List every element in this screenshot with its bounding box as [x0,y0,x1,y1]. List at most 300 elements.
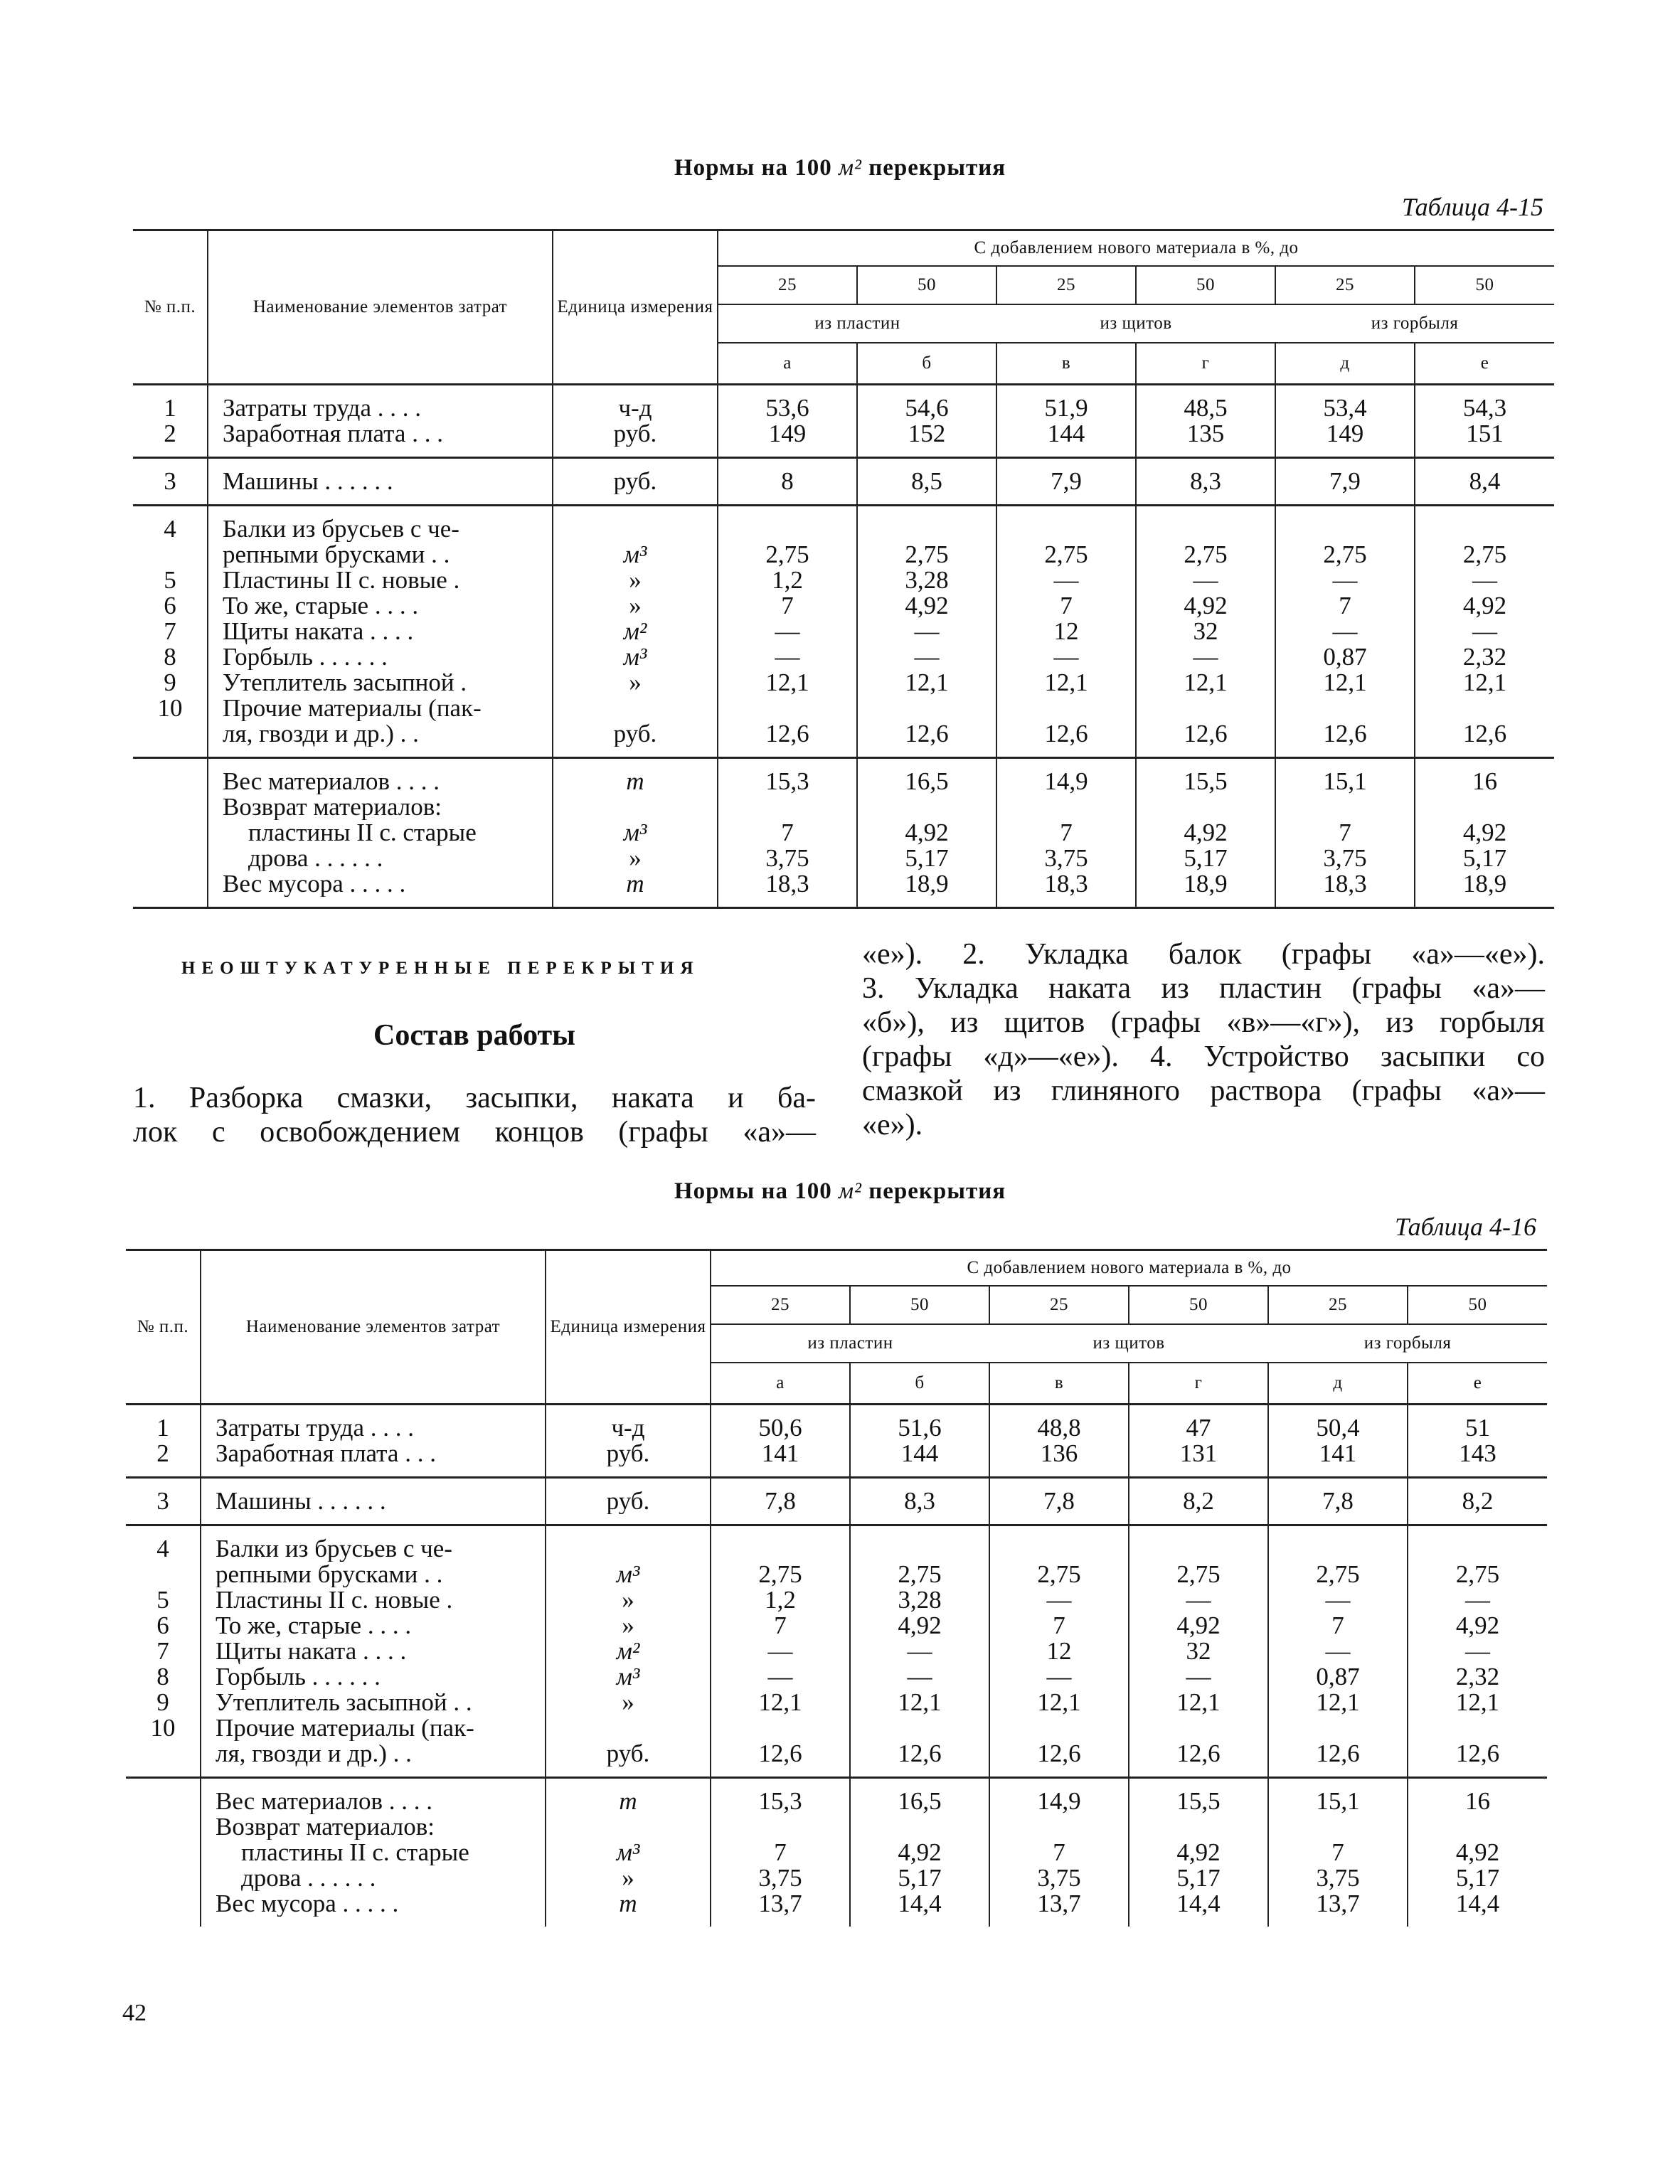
page-number: 42 [122,2000,147,2026]
norm-value: 2,75 [898,1562,942,1587]
norm-value: 53,4 [1323,395,1367,421]
row-units [553,758,718,908]
row-number: 1 [156,1415,169,1441]
unit-value: т [626,871,644,897]
header-column-letter: б [857,343,996,385]
norm-value: 14,9 [1044,769,1088,794]
norm-value: — [907,1664,932,1690]
cost-element-name: репными брусками . . [216,1562,443,1587]
norm-value: 149 [1326,421,1364,447]
work-description-left [133,1081,816,1149]
norm-value: 8,3 [1190,469,1221,494]
norm-value: 144 [900,1441,939,1466]
header-percent: 50 [857,266,996,304]
header-column-letter: г [1129,1363,1268,1405]
norm-value [851,1715,989,1741]
header-percent: 25 [1275,266,1415,304]
norm-value: 4,92 [1462,820,1507,846]
unit-value: т [619,1891,637,1917]
norm-value: — [1053,644,1079,670]
value-column-е [1408,1778,1547,1927]
norm-value [851,1814,989,1840]
norm-value: 8 [781,469,794,494]
row-number: 9 [156,1690,169,1715]
row-units [546,1525,711,1778]
norm-value: — [1325,1639,1351,1664]
row-number: 7 [156,1639,169,1664]
table-row-group [133,385,1554,458]
norm-value: 4,92 [905,593,949,619]
value-column-б [857,758,996,908]
norm-value: 54,6 [905,395,949,421]
cost-element-name: ля, гвозди и др.) . . [216,1741,412,1767]
value-column-в [989,1778,1129,1927]
section-subheading: Состав работы [373,1019,575,1052]
value-column-в [996,458,1136,506]
norm-value: 2,75 [1323,542,1367,568]
cost-element-name: Вес мусора . . . . . [223,871,406,897]
value-column-г [1136,758,1275,908]
norm-value: 2,75 [758,1562,802,1587]
norm-value: 4,92 [1176,1613,1221,1639]
row-names [208,506,553,758]
cost-element-name: Щиты наката . . . . [223,619,414,644]
norm-value: 51 [1465,1415,1491,1441]
norm-value: 2,75 [1184,542,1228,568]
norm-value: 15,3 [765,769,809,794]
norm-value: — [1332,568,1358,593]
unit-value: т [626,769,644,794]
row-numbers [133,385,208,458]
norm-value: 13,7 [1316,1891,1360,1917]
value-column-а [718,758,857,908]
cost-element-name: Машины . . . . . . [216,1488,386,1514]
norm-value: — [775,619,800,644]
value-column-а [711,1478,850,1525]
unit-value [546,1715,710,1741]
cost-element-name: То же, старые . . . . [223,593,419,619]
norm-value: 48,8 [1037,1415,1081,1441]
paragraph-line: «е»). 2. Укладка балок (графы «а»—«е»). [862,938,1545,971]
norm-value: 7 [1331,1840,1344,1865]
table-row-group [133,458,1554,506]
value-column-д [1268,1778,1408,1927]
value-column-а [711,1525,850,1778]
norm-value: 2,75 [1316,1562,1360,1587]
cost-element-name: Балки из брусьев с че- [216,1536,452,1562]
norm-value: — [914,619,940,644]
norm-value: 7,8 [1322,1488,1354,1514]
norm-value: 131 [1179,1441,1218,1466]
norm-value [1269,1814,1407,1840]
header-no: № п.п. [144,297,196,316]
unit-value: руб. [606,1741,650,1767]
norm-value: 12,1 [905,670,949,696]
row-numbers [126,1778,201,1927]
norm-value: 4,92 [905,820,949,846]
value-column-б [850,1478,989,1525]
value-column-д [1275,506,1415,758]
norm-value: 8,3 [904,1488,935,1514]
norm-value: 3,75 [1316,1865,1360,1891]
row-names [201,1478,546,1525]
cost-element-name: репными брусками . . [223,542,450,568]
paragraph-line: «е»). [862,1109,923,1141]
paragraph-line: 3. Укладка наката из пластин (графы «а»— [862,972,1545,1005]
norm-value: — [1193,568,1218,593]
norm-value: 51,6 [898,1415,942,1441]
row-number: 10 [157,696,183,721]
norm-value: 12 [1053,619,1079,644]
row-numbers [126,1478,201,1525]
norm-value: 2,75 [765,542,809,568]
row-names [201,1525,546,1778]
paragraph-line: лок с освобождением концов (графы «а»— [133,1116,816,1149]
norm-value: 12,6 [898,1741,942,1767]
value-column-г [1136,385,1275,458]
norm-value: 3,28 [898,1587,942,1613]
norm-value [711,1536,849,1562]
table2-title: Нормы на 100 м² перекрытия [674,1178,1006,1204]
table-row-group [126,1478,1547,1525]
table-row-group [126,1778,1547,1927]
unit-value: » [622,1690,634,1715]
norm-value: 3,28 [905,568,949,593]
norm-value [858,516,996,542]
norm-value: 12,1 [1455,1690,1500,1715]
header-column-letter: е [1473,1373,1482,1392]
norm-value: 7 [1053,1613,1065,1639]
row-number: 9 [164,670,176,696]
cost-element-name: Заработная плата . . . [216,1441,436,1466]
cost-element-name: Пластины II с. новые . [216,1587,453,1613]
value-column-а [711,1405,850,1478]
paragraph-line: «б»), из щитов (графы «в»—«г»), из горбыля [862,1006,1545,1039]
norm-value: 2,75 [1037,1562,1081,1587]
unit-value: руб. [613,721,657,747]
norm-value: 15,5 [1184,769,1228,794]
cost-element-name: ля, гвозди и др.) . . [223,721,419,747]
unit-value: м² [623,619,647,644]
row-number [133,721,207,747]
header-material: из пластин [718,304,996,343]
norm-value: 18,9 [1184,871,1228,897]
norm-value: 12,1 [1044,670,1088,696]
norm-value: 7,8 [765,1488,796,1514]
norm-value: 54,3 [1462,395,1507,421]
header-unit: Единица измерения [546,1250,711,1405]
value-column-в [996,506,1136,758]
cost-element-name: Пластины II с. новые . [223,568,460,593]
norm-value: 2,32 [1455,1664,1500,1690]
row-units [553,385,718,458]
unit-value: руб. [606,1488,650,1514]
work-description-right [862,937,1545,1142]
header-material: из горбыля [1268,1324,1547,1363]
row-units [553,506,718,758]
norm-value: 12,1 [1323,670,1367,696]
unit-value [546,1536,710,1562]
norm-value: 8,4 [1469,469,1501,494]
norm-value: 7 [1060,593,1073,619]
norm-value: — [1186,1587,1211,1613]
unit-value: » [622,1587,634,1613]
value-column-д [1268,1525,1408,1778]
norm-value: — [1186,1664,1211,1690]
norm-value: 14,9 [1037,1789,1081,1814]
header-no: № п.п. [137,1317,189,1336]
norm-value: 12,1 [1316,1690,1360,1715]
norm-value: 5,17 [1462,846,1507,871]
norm-value: 12,1 [1176,1690,1221,1715]
cost-element-name: Возврат материалов: [216,1814,435,1840]
row-number: 3 [156,1488,169,1514]
header-column-letter: в [996,343,1136,385]
cost-element-name: То же, старые . . . . [216,1613,412,1639]
norm-value [1408,1814,1547,1840]
value-column-б [857,458,996,506]
norm-value: — [1465,1639,1491,1664]
norm-value: — [1472,619,1498,644]
row-units [546,1778,711,1927]
norm-value [718,516,856,542]
norm-value [718,794,856,820]
norm-value: — [1325,1587,1351,1613]
cost-element-name: дрова . . . . . . [241,1865,376,1891]
norm-value [1415,794,1554,820]
norm-value: 2,75 [1044,542,1088,568]
norm-value [1415,696,1554,721]
row-number: 5 [156,1587,169,1613]
paragraph-line: смазкой из глиняного раствора (графы «а»— [862,1075,1545,1107]
norm-value: 3,75 [1323,846,1367,871]
table2-number: Таблица 4-16 [1394,1213,1536,1241]
norm-value: 4,92 [898,1613,942,1639]
norm-value [711,1715,849,1741]
row-units [553,458,718,506]
header-percent: 25 [996,266,1136,304]
norm-value: 12,1 [1184,670,1228,696]
row-number: 4 [164,516,176,542]
header-percent: 25 [1268,1286,1408,1324]
unit-value: м³ [616,1664,640,1690]
unit-value: » [622,1865,634,1891]
norm-value: 12,6 [1044,721,1088,747]
norm-value [1269,1715,1407,1741]
norm-value: 4,92 [1176,1840,1221,1865]
norm-value: 2,32 [1462,644,1507,670]
norm-value: 12,6 [1462,721,1507,747]
row-number: 4 [156,1536,169,1562]
value-column-д [1275,758,1415,908]
norm-value: — [1472,568,1498,593]
norm-value: 4,92 [1462,593,1507,619]
cost-element-name: Заработная плата . . . [223,421,443,447]
row-numbers [133,758,208,908]
norm-value: 16 [1465,1789,1491,1814]
value-column-в [996,758,1136,908]
cost-element-name: Прочие материалы (пак- [223,696,482,721]
value-column-в [989,1405,1129,1478]
row-number: 8 [164,644,176,670]
value-column-е [1408,1525,1547,1778]
value-column-г [1129,1778,1268,1927]
norm-value: 12,6 [1184,721,1228,747]
norm-value: 2,75 [905,542,949,568]
norm-value: 8,5 [911,469,942,494]
norm-value: 1,2 [765,1587,796,1613]
norm-value: 15,5 [1176,1789,1221,1814]
norm-value [1137,696,1275,721]
unit-value: руб. [606,1441,650,1466]
value-column-е [1408,1478,1547,1525]
row-number [126,1562,200,1587]
header-material: из щитов [996,304,1275,343]
header-group: С добавлением нового материала в %, до [718,230,1554,267]
norm-value: 136 [1040,1441,1078,1466]
norm-value: 3,75 [758,1865,802,1891]
cost-element-name: пластины II с. старые [248,820,477,846]
value-column-г [1136,506,1275,758]
norm-value: 2,75 [1462,542,1507,568]
cost-element-name: Машины . . . . . . [223,469,393,494]
norm-value [1137,794,1275,820]
norm-value [858,696,996,721]
header-percent: 50 [850,1286,989,1324]
unit-value: м³ [616,1840,640,1865]
unit-value [553,794,717,820]
row-names [208,458,553,506]
value-column-д [1275,385,1415,458]
norm-value: 14,4 [1455,1891,1500,1917]
norm-value [1276,696,1414,721]
norm-value: 7,8 [1043,1488,1075,1514]
norm-value: 7,9 [1051,469,1082,494]
norm-value: 7 [1060,820,1073,846]
norm-value [1269,1536,1407,1562]
value-column-г [1129,1478,1268,1525]
header-percent: 50 [1408,1286,1547,1324]
header-group: С добавлением нового материала в %, до [711,1250,1547,1287]
norm-value: 12,6 [905,721,949,747]
norm-value: 12,1 [1462,670,1507,696]
cost-element-name: Вес материалов . . . . [223,769,440,794]
row-names [201,1405,546,1478]
header-percent: 25 [989,1286,1129,1324]
norm-value: 14,4 [898,1891,942,1917]
row-number: 3 [164,469,176,494]
value-column-б [850,1525,989,1778]
norm-value: 18,9 [905,871,949,897]
value-column-г [1129,1525,1268,1778]
value-column-б [850,1778,989,1927]
norm-value: — [767,1664,793,1690]
value-column-б [857,506,996,758]
norm-value: 3,75 [1037,1865,1081,1891]
cost-element-name: Затраты труда . . . . [216,1415,414,1441]
value-column-в [989,1525,1129,1778]
norm-value: 7 [1339,593,1351,619]
norm-value: 7 [1053,1840,1065,1865]
norm-value: 144 [1047,421,1085,447]
header-column-letter: в [989,1363,1129,1405]
norm-value: 12,1 [1037,1690,1081,1715]
row-names [201,1778,546,1927]
unit-value: ч-д [618,395,652,421]
value-column-б [857,385,996,458]
norm-value: 12,6 [1037,1741,1081,1767]
norm-value: 32 [1186,1639,1211,1664]
norm-value: 0,87 [1323,644,1367,670]
row-number: 6 [156,1613,169,1639]
cost-element-name: Горбыль . . . . . . [223,644,388,670]
row-names [208,758,553,908]
norm-value: 152 [908,421,946,447]
norm-value: — [1332,619,1358,644]
cost-element-name: дрова . . . . . . [248,846,383,871]
norm-value [1276,794,1414,820]
table-row-group [126,1525,1547,1778]
row-names [208,385,553,458]
unit-value [546,1814,710,1840]
header-column-letter: а [718,343,857,385]
norm-value [1129,1715,1267,1741]
row-numbers [126,1525,201,1778]
norm-value: — [775,644,800,670]
norm-value [1408,1536,1547,1562]
norm-value: 4,92 [1455,1613,1500,1639]
norm-value: 7 [781,593,794,619]
norm-value: 5,17 [1455,1865,1500,1891]
row-numbers [126,1405,201,1478]
header-column-letter: б [850,1363,989,1405]
norm-value: 3,75 [1044,846,1088,871]
value-column-а [718,385,857,458]
cost-element-name: Балки из брусьев с че- [223,516,459,542]
norm-value: — [907,1639,932,1664]
header-name: Наименование элементов затрат [201,1250,546,1405]
value-column-д [1275,458,1415,506]
cost-element-name: Щиты наката . . . . [216,1639,407,1664]
norm-value: 5,17 [898,1865,942,1891]
norm-value [990,1715,1128,1741]
norm-value [990,1536,1128,1562]
norm-value: 12,6 [758,1741,802,1767]
norm-value: — [1046,1664,1072,1690]
unit-value: » [629,593,642,619]
value-column-г [1136,458,1275,506]
value-column-е [1415,458,1554,506]
table-row-group [133,758,1554,908]
value-column-в [989,1478,1129,1525]
row-number: 2 [156,1441,169,1466]
norm-value: 18,3 [1044,871,1088,897]
norm-value: 12,6 [1316,1741,1360,1767]
norm-value: 18,3 [765,871,809,897]
norm-value: 149 [768,421,807,447]
norm-value [997,696,1135,721]
row-number: 7 [164,619,176,644]
norm-value: 15,1 [1316,1789,1360,1814]
unit-value: м² [616,1639,640,1664]
header-percent: 25 [711,1286,850,1324]
norm-value: 143 [1459,1441,1496,1466]
norm-value: 4,92 [1184,820,1228,846]
norm-value: 141 [761,1441,799,1466]
norm-value: 7 [774,1840,787,1865]
norm-value: 47 [1186,1415,1211,1441]
header-material: из горбыля [1275,304,1554,343]
